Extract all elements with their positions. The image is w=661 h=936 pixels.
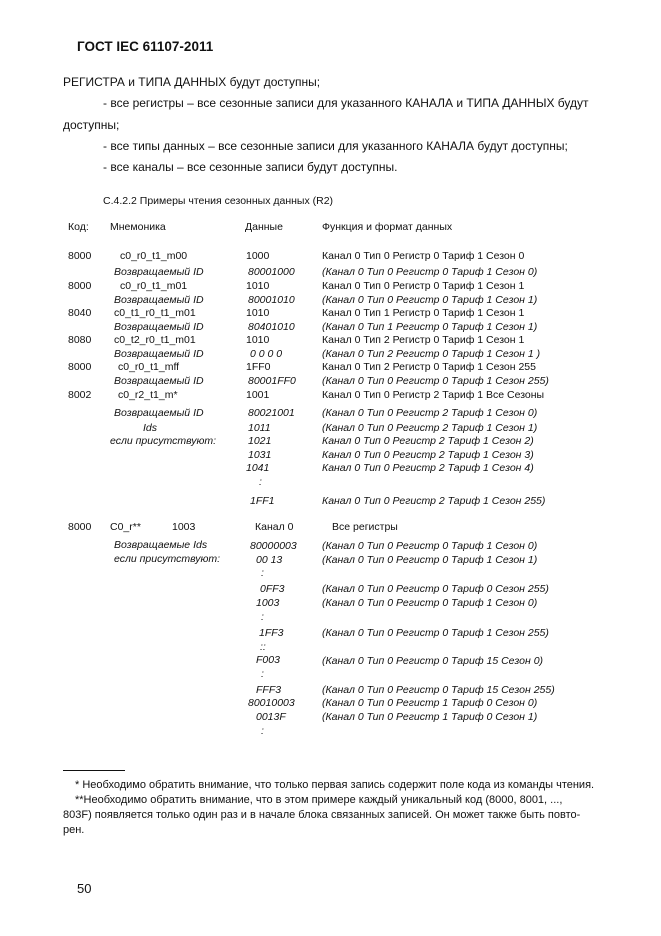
block3-data-item: 1FF3 <box>259 627 284 639</box>
row-data: 1000 <box>246 250 270 262</box>
table-header-mnemonic: Мнемоника <box>110 221 166 233</box>
row-data: 1001 <box>246 389 270 401</box>
row-mnemonic: c0_t1_r0_t1_m01 <box>114 307 196 319</box>
block2-function: (Канал 0 Тип 0 Регистр 2 Тариф 1 Сезон 1) <box>322 422 538 434</box>
block3-mnemonic-data: 1003 <box>172 521 196 533</box>
block3-ellipsis: : <box>261 611 264 623</box>
block3-function-item: (Канал 0 Тип 0 Регистр 0 Тариф 1 Сезон 255) <box>322 627 549 639</box>
block3-data-item: 1003 <box>256 597 280 609</box>
block3-data-item: 00 13 <box>256 554 283 566</box>
row-function: Канал 0 Тип 0 Регистр 0 Тариф 1 Сезон 0 <box>322 250 525 262</box>
row-data: 1FF0 <box>246 361 271 373</box>
block3-function-item: (Канал 0 Тип 0 Регистр 1 Тариф 0 Сезон 0) <box>322 697 538 709</box>
row-data: 1010 <box>246 307 270 319</box>
block3-ellipsis: : <box>261 668 264 680</box>
block3-function-item: (Канал 0 Тип 0 Регистр 1 Тариф 0 Сезон 1) <box>322 711 538 723</box>
row-code: 8000 <box>68 250 92 262</box>
row-mnemonic: Возвращаемый ID <box>114 266 204 278</box>
block3-data-item: 0013F <box>256 711 286 723</box>
block2-function: (Канал 0 Тип 0 Регистр 2 Тариф 1 Сезон 0) <box>322 407 538 419</box>
block3-label: если присутствуют: <box>114 553 221 565</box>
footnote-line: 803F) появляется только один раз и в начале блока связанных записей. Он может также быть повто- <box>63 809 581 821</box>
block2-label: если присутствуют: <box>110 435 217 447</box>
footnote-separator <box>63 770 125 771</box>
block2-label: Возвращаемый ID <box>114 407 204 419</box>
block2-data: 1FF1 <box>250 495 275 507</box>
table-header-code: Код: <box>68 221 89 233</box>
block2-data: 80021001 <box>248 407 295 419</box>
row-function: Канал 0 Тип 0 Регистр 2 Тариф 1 Все Сезоны <box>322 389 545 401</box>
block3-data: Канал 0 <box>255 521 294 533</box>
block3-function-item: (Канал 0 Тип 0 Регистр 0 Тариф 15 Сезон 255) <box>322 684 555 696</box>
block3-function-item: (Канал 0 Тип 0 Регистр 0 Тариф 15 Сезон 0) <box>322 655 544 667</box>
page-number: 50 <box>77 881 92 896</box>
block3-data-item: 0FF3 <box>260 583 285 595</box>
row-code: 8000 <box>68 361 92 373</box>
footnote-line: **Необходимо обратить внимание, что в этом примере каждый уникальный код (8000, 8001, ..., <box>75 794 563 806</box>
block3-function: Все регистры <box>332 521 398 533</box>
block3-data-item: 80010003 <box>248 697 295 709</box>
block2-function: Канал 0 Тип 0 Регистр 2 Тариф 1 Сезон 3) <box>322 449 534 461</box>
row-data: 0 0 0 0 <box>250 348 283 360</box>
row-function: (Канал 0 Тип 0 Регистр 0 Тариф 1 Сезон 1) <box>322 294 538 306</box>
block2-data: 1041 <box>246 462 270 474</box>
block3-ellipsis: : <box>261 567 264 579</box>
row-function: Канал 0 Тип 2 Регистр 0 Тариф 1 Сезон 255 <box>322 361 536 373</box>
row-mnemonic: Возвращаемый ID <box>114 294 204 306</box>
paragraph-line: - все регистры – все сезонные записи для указанного КАНАЛА и ТИПА ДАННЫХ будут <box>103 96 589 110</box>
row-mnemonic: c0_r0_t1_mff <box>118 361 180 373</box>
block2-ellipsis: : <box>259 476 262 488</box>
block3-data-item: FFF3 <box>256 684 282 696</box>
row-data: 80001000 <box>248 266 295 278</box>
block3-mnemonic: C0_r** <box>110 521 141 533</box>
paragraph-line: - все каналы – все сезонные записи будут доступны. <box>103 160 398 174</box>
row-function: Канал 0 Тип 0 Регистр 0 Тариф 1 Сезон 1 <box>322 280 525 292</box>
row-mnemonic: Возвращаемый ID <box>114 321 204 333</box>
block2-function: Канал 0 Тип 0 Регистр 2 Тариф 1 Сезон 2) <box>322 435 534 447</box>
row-data: 1010 <box>246 280 270 292</box>
row-mnemonic: c0_r2_t1_m* <box>118 389 178 401</box>
block3-function-item: (Канал 0 Тип 0 Регистр 0 Тариф 1 Сезон 0) <box>322 540 538 552</box>
row-data: 80401010 <box>248 321 295 333</box>
block2-data: 1011 <box>248 422 271 434</box>
section-title: С.4.2.2 Примеры чтения сезонных данных (R2) <box>103 195 334 207</box>
paragraph-line: доступны; <box>63 118 120 132</box>
row-mnemonic: Возвращаемый ID <box>114 375 204 387</box>
row-data: 1010 <box>246 334 270 346</box>
row-mnemonic: Возвращаемый ID <box>114 348 204 360</box>
block2-function: Канал 0 Тип 0 Регистр 2 Тариф 1 Сезон 4) <box>322 462 534 474</box>
block3-function-item: (Канал 0 Тип 0 Регистр 0 Тариф 1 Сезон 1) <box>322 554 538 566</box>
table-header-data: Данные <box>245 221 283 233</box>
block3-function-item: (Канал 0 Тип 0 Регистр 0 Тариф 0 Сезон 255) <box>322 583 549 595</box>
block2-function: Канал 0 Тип 0 Регистр 2 Тариф 1 Сезон 255) <box>322 495 546 507</box>
block2-data: 1031 <box>248 449 272 461</box>
block3-label: Возвращаемые Ids <box>114 539 208 551</box>
block3-ellipsis: :: <box>260 641 266 653</box>
block2-data: 1021 <box>248 435 272 447</box>
row-data: 80001FF0 <box>248 375 296 387</box>
block3-ellipsis: : <box>261 725 264 737</box>
row-function: Канал 0 Тип 1 Регистр 0 Тариф 1 Сезон 1 <box>322 307 525 319</box>
block3-function-item: (Канал 0 Тип 0 Регистр 0 Тариф 1 Сезон 0) <box>322 597 538 609</box>
row-mnemonic: c0_r0_t1_m00 <box>120 250 188 262</box>
row-code: 8080 <box>68 334 92 346</box>
footnote-line: * Необходимо обратить внимание, что только первая запись содержит поле кода из команды чтения. <box>75 779 595 791</box>
row-data: 80001010 <box>248 294 295 306</box>
block3-data-item: 80000003 <box>250 540 297 552</box>
row-function: (Канал 0 Тип 0 Регистр 0 Тариф 1 Сезон 0) <box>322 266 538 278</box>
row-code: 8002 <box>68 389 92 401</box>
block3-data-item: F003 <box>256 654 280 666</box>
row-mnemonic: c0_r0_t1_m01 <box>120 280 188 292</box>
row-function: (Канал 0 Тип 1 Регистр 0 Тариф 1 Сезон 1) <box>322 321 538 333</box>
table-header-function: Функция и формат данных <box>322 221 453 233</box>
footnote-line: рен. <box>63 824 85 836</box>
row-function: Канал 0 Тип 2 Регистр 0 Тариф 1 Сезон 1 <box>322 334 525 346</box>
paragraph-line: РЕГИСТРА и ТИПА ДАННЫХ будут доступны; <box>63 75 321 89</box>
block2-label: Ids <box>143 422 158 434</box>
document-header: ГОСТ IEC 61107-2011 <box>77 39 214 54</box>
row-function: (Канал 0 Тип 0 Регистр 0 Тариф 1 Сезон 255) <box>322 375 549 387</box>
row-code: 8040 <box>68 307 92 319</box>
row-function: (Канал 0 Тип 2 Регистр 0 Тариф 1 Сезон 1 ) <box>322 348 541 360</box>
row-mnemonic: c0_t2_r0_t1_m01 <box>114 334 196 346</box>
paragraph-line: - все типы данных – все сезонные записи для указанного КАНАЛА будут доступны; <box>103 139 568 153</box>
block3-code: 8000 <box>68 521 92 533</box>
row-code: 8000 <box>68 280 92 292</box>
